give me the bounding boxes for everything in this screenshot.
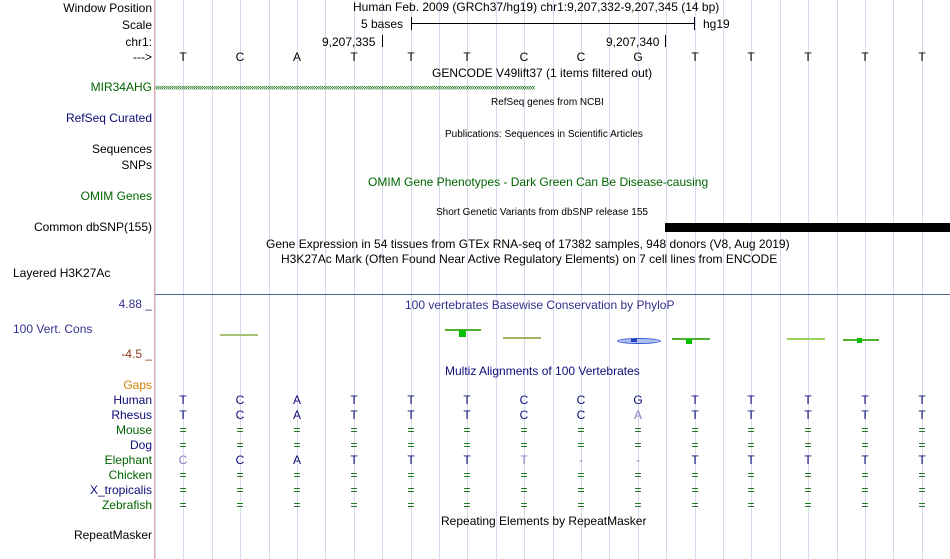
alignment-base-dog: =: [236, 438, 244, 452]
alignment-base-elephant: T: [918, 453, 926, 467]
cons-bar-12: [787, 338, 825, 340]
alignment-base-dog: =: [918, 438, 926, 452]
alignment-base-rhesus: T: [350, 408, 358, 422]
cons-max-label: 4.88 _: [118, 297, 152, 311]
alignment-base-human: T: [918, 393, 926, 407]
species-label-x-tropicalis[interactable]: X_tropicalis: [89, 483, 152, 497]
alignment-base-dog: =: [293, 438, 301, 452]
alignment-base-rhesus: T: [179, 408, 187, 422]
alignment-base-chicken: =: [747, 468, 755, 482]
ruler-position-2: 9,207,340: [606, 35, 660, 49]
alignment-base-elephant: T: [407, 453, 415, 467]
alignment-base-zebrafish: =: [236, 498, 244, 512]
track-label-gaps[interactable]: Gaps: [123, 378, 152, 392]
species-label-human[interactable]: Human: [113, 393, 152, 407]
alignment-base-elephant: T: [350, 453, 358, 467]
scale-bar-db: hg19: [703, 17, 730, 31]
alignment-base-rhesus: C: [576, 408, 586, 422]
alignment-base-chicken: =: [804, 468, 812, 482]
base-letter: T: [350, 50, 358, 64]
dbsnp-variant-bar[interactable]: [665, 223, 950, 232]
alignment-base-chicken: =: [577, 468, 585, 482]
alignment-base-human: T: [691, 393, 699, 407]
alignment-base-rhesus: T: [463, 408, 471, 422]
publications-track-title: Publications: Sequences in Scientific Articles: [445, 129, 643, 140]
species-label-dog[interactable]: Dog: [129, 438, 152, 452]
alignment-base-elephant: T: [691, 453, 699, 467]
alignment-base-dog: =: [747, 438, 755, 452]
alignment-base-rhesus: T: [861, 408, 869, 422]
alignment-base-rhesus: A: [292, 408, 301, 422]
alignment-base-chicken: =: [691, 468, 699, 482]
alignment-base-x-tropicalis: =: [236, 483, 244, 497]
alignment-base-mouse: =: [804, 423, 812, 437]
base-letter: A: [292, 50, 301, 64]
base-letter: C: [519, 50, 529, 64]
dbsnp-track-title: Short Genetic Variants from dbSNP release 155: [436, 207, 648, 218]
base-letter: T: [861, 50, 869, 64]
alignment-base-x-tropicalis: =: [634, 483, 642, 497]
h3k27ac-track-title: H3K27Ac Mark (Often Found Near Active Regulatory Elements) on 7 cell lines from ENCODE: [281, 252, 778, 266]
scale-bar-left-tick: [411, 17, 412, 30]
alignment-base-zebrafish: =: [350, 498, 358, 512]
alignment-base-rhesus: T: [804, 408, 812, 422]
alignment-base-mouse: =: [577, 423, 585, 437]
base-letter: T: [463, 50, 471, 64]
alignment-base-human: C: [576, 393, 586, 407]
alignment-base-chicken: =: [520, 468, 528, 482]
base-letter: T: [804, 50, 812, 64]
cons-bar-7: [503, 337, 541, 339]
ruler-tick-1: [382, 35, 383, 47]
alignment-base-dog: =: [350, 438, 358, 452]
alignment-base-elephant: -: [579, 453, 583, 467]
alignment-base-mouse: =: [463, 423, 471, 437]
alignment-base-dog: =: [634, 438, 642, 452]
alignment-base-chicken: =: [463, 468, 471, 482]
base-letter: T: [747, 50, 755, 64]
window-position-label: Window Position: [63, 1, 152, 15]
alignment-base-mouse: =: [350, 423, 358, 437]
alignment-base-x-tropicalis: =: [463, 483, 471, 497]
species-label-elephant[interactable]: Elephant: [104, 453, 152, 467]
alignment-base-zebrafish: =: [918, 498, 926, 512]
alignment-base-zebrafish: =: [293, 498, 301, 512]
alignment-base-elephant: T: [747, 453, 755, 467]
refseq-track-title: RefSeq genes from NCBI: [491, 97, 604, 108]
alignment-base-human: T: [747, 393, 755, 407]
base-letter: T: [918, 50, 926, 64]
alignment-base-dog: =: [463, 438, 471, 452]
alignment-base-zebrafish: =: [747, 498, 755, 512]
cons-bar-6-peak: [459, 330, 466, 337]
track-label-refseq[interactable]: RefSeq Curated: [65, 111, 152, 125]
alignment-base-mouse: =: [634, 423, 642, 437]
alignment-base-x-tropicalis: =: [407, 483, 415, 497]
alignment-base-zebrafish: =: [634, 498, 642, 512]
track-label-panel: [0, 0, 155, 559]
scale-bar-line: [411, 23, 694, 24]
alignment-base-mouse: =: [747, 423, 755, 437]
alignment-base-x-tropicalis: =: [577, 483, 585, 497]
alignment-base-human: A: [292, 393, 301, 407]
strand-arrow-label: --->: [133, 50, 152, 64]
cons-bar-13-peak: [857, 338, 862, 343]
alignment-base-chicken: =: [861, 468, 869, 482]
omim-track-title: OMIM Gene Phenotypes - Dark Green Can Be Disease-causing: [368, 175, 709, 189]
alignment-base-elephant: T: [861, 453, 869, 467]
multiz-track-title: Multiz Alignments of 100 Vertebrates: [445, 364, 640, 378]
cons-min-label: -4.5 _: [121, 347, 152, 361]
scale-bar-label: 5 bases: [361, 17, 404, 31]
cons-bar-9-peak: [631, 339, 637, 342]
alignment-base-mouse: =: [236, 423, 244, 437]
repeatmasker-track-title: Repeating Elements by RepeatMasker: [441, 514, 647, 528]
alignment-base-dog: =: [804, 438, 812, 452]
mir34ahg-gene-feature[interactable]: ‹‹‹‹‹‹‹‹‹‹‹‹‹‹‹‹‹‹‹‹‹‹‹‹‹‹‹‹‹‹‹‹‹‹‹‹‹‹‹‹‹‹‹‹‹‹‹‹‹‹‹‹‹‹‹‹‹‹‹‹‹‹‹‹‹‹‹‹‹‹‹‹‹‹‹‹‹‹‹‹‹‹‹‹‹‹‹‹‹‹‹‹‹‹‹‹‹‹‹‹‹‹‹‹‹‹‹‹‹‹‹‹‹‹‹‹‹‹‹‹‹‹‹‹‹‹‹‹‹‹‹‹‹‹‹‹‹‹‹‹‹‹‹‹‹‹‹‹‹‹‹‹‹‹‹‹‹‹‹‹‹‹‹‹‹‹‹‹‹‹‹‹‹‹‹‹‹‹‹‹‹‹‹‹‹‹‹‹‹‹: [155, 82, 535, 92]
alignment-base-x-tropicalis: =: [293, 483, 301, 497]
phylop-track-title: 100 vertebrates Basewise Conservation by PhyloP: [405, 298, 675, 312]
alignment-base-x-tropicalis: =: [691, 483, 699, 497]
base-letter: T: [691, 50, 699, 64]
alignment-base-human: T: [350, 393, 358, 407]
alignment-base-elephant: -: [636, 453, 640, 467]
track-label-omim[interactable]: OMIM Genes: [80, 189, 152, 203]
cons-bar-10-peak: [686, 339, 692, 344]
alignment-base-rhesus: T: [691, 408, 699, 422]
alignment-base-human: T: [179, 393, 187, 407]
alignment-base-chicken: =: [293, 468, 301, 482]
alignment-base-x-tropicalis: =: [804, 483, 812, 497]
alignment-base-human: T: [804, 393, 812, 407]
alignment-base-human: C: [519, 393, 529, 407]
alignment-base-rhesus: T: [407, 408, 415, 422]
alignment-base-chicken: =: [407, 468, 415, 482]
track-label-h3k27ac[interactable]: Layered H3K27Ac: [13, 266, 111, 280]
alignment-base-human: T: [407, 393, 415, 407]
alignment-base-rhesus: C: [235, 408, 245, 422]
alignment-base-chicken: =: [179, 468, 187, 482]
alignment-base-elephant: T: [804, 453, 812, 467]
alignment-base-mouse: =: [861, 423, 869, 437]
alignment-base-dog: =: [179, 438, 187, 452]
alignment-base-mouse: =: [293, 423, 301, 437]
alignment-base-zebrafish: =: [861, 498, 869, 512]
gencode-track-title: GENCODE V49lift37 (1 items filtered out): [432, 66, 653, 80]
alignment-base-x-tropicalis: =: [861, 483, 869, 497]
base-letter: C: [235, 50, 245, 64]
alignment-base-zebrafish: =: [520, 498, 528, 512]
scale-bar-right-tick: [694, 17, 695, 30]
ruler-position-1: 9,207,335: [322, 35, 376, 49]
alignment-base-chicken: =: [634, 468, 642, 482]
track-label-repeatmasker[interactable]: RepeatMasker: [73, 528, 152, 542]
alignment-base-elephant: C: [178, 453, 188, 467]
alignment-base-human: C: [235, 393, 245, 407]
alignment-base-chicken: =: [918, 468, 926, 482]
base-letter: G: [633, 50, 643, 64]
chr-label: chr1:: [125, 35, 152, 49]
alignment-base-elephant: C: [235, 453, 245, 467]
alignment-base-chicken: =: [236, 468, 244, 482]
alignment-base-zebrafish: =: [179, 498, 187, 512]
scale-label: Scale: [121, 18, 152, 32]
alignment-base-x-tropicalis: =: [918, 483, 926, 497]
alignment-base-human: T: [861, 393, 869, 407]
alignment-base-chicken: =: [350, 468, 358, 482]
alignment-base-elephant: T: [463, 453, 471, 467]
alignment-base-zebrafish: =: [463, 498, 471, 512]
track-label-snps[interactable]: SNPs: [121, 158, 152, 172]
species-label-mouse[interactable]: Mouse: [115, 423, 152, 437]
alignment-base-x-tropicalis: =: [747, 483, 755, 497]
alignment-base-dog: =: [407, 438, 415, 452]
track-label-dbsnp[interactable]: Common dbSNP(155): [33, 220, 152, 234]
alignment-base-x-tropicalis: =: [179, 483, 187, 497]
base-letter: T: [179, 50, 187, 64]
alignment-base-x-tropicalis: =: [520, 483, 528, 497]
alignment-base-rhesus: T: [747, 408, 755, 422]
alignment-base-rhesus: C: [519, 408, 529, 422]
alignment-base-dog: =: [577, 438, 585, 452]
base-letter: C: [576, 50, 586, 64]
alignment-base-zebrafish: =: [691, 498, 699, 512]
alignment-base-mouse: =: [691, 423, 699, 437]
cons-bar-2: [220, 334, 258, 336]
alignment-base-mouse: =: [179, 423, 187, 437]
alignment-base-elephant: T: [520, 453, 528, 467]
track-separator: [155, 294, 950, 295]
alignment-base-human: G: [633, 393, 643, 407]
alignment-base-mouse: =: [407, 423, 415, 437]
alignment-base-elephant: A: [292, 453, 301, 467]
alignment-base-zebrafish: =: [407, 498, 415, 512]
base-letter: T: [407, 50, 415, 64]
track-label-cons[interactable]: 100 Vert. Cons: [13, 322, 93, 336]
alignment-base-x-tropicalis: =: [350, 483, 358, 497]
alignment-base-zebrafish: =: [577, 498, 585, 512]
track-label-sequences[interactable]: Sequences: [91, 142, 152, 156]
alignment-base-dog: =: [520, 438, 528, 452]
alignment-base-human: T: [463, 393, 471, 407]
species-label-rhesus[interactable]: Rhesus: [111, 408, 152, 422]
cons-bar-9: [617, 338, 661, 344]
gtex-track-title: Gene Expression in 54 tissues from GTEx RNA-seq of 17382 samples, 948 donors (V8, Aug 2019): [266, 237, 790, 251]
ruler-tick-2: [665, 35, 666, 47]
species-label-chicken[interactable]: Chicken: [108, 468, 152, 482]
alignment-base-rhesus: A: [633, 408, 642, 422]
alignment-base-mouse: =: [918, 423, 926, 437]
alignment-base-dog: =: [861, 438, 869, 452]
browser-track-image[interactable]: [155, 0, 950, 559]
alignment-base-zebrafish: =: [804, 498, 812, 512]
species-label-zebrafish[interactable]: Zebrafish: [101, 498, 152, 512]
alignment-base-rhesus: T: [918, 408, 926, 422]
alignment-base-mouse: =: [520, 423, 528, 437]
assembly-position-text: Human Feb. 2009 (GRCh37/hg19) chr1:9,207,332-9,207,345 (14 bp): [353, 0, 720, 14]
track-label-mir34ahg[interactable]: MIR34AHG: [90, 80, 152, 94]
alignment-base-dog: =: [691, 438, 699, 452]
